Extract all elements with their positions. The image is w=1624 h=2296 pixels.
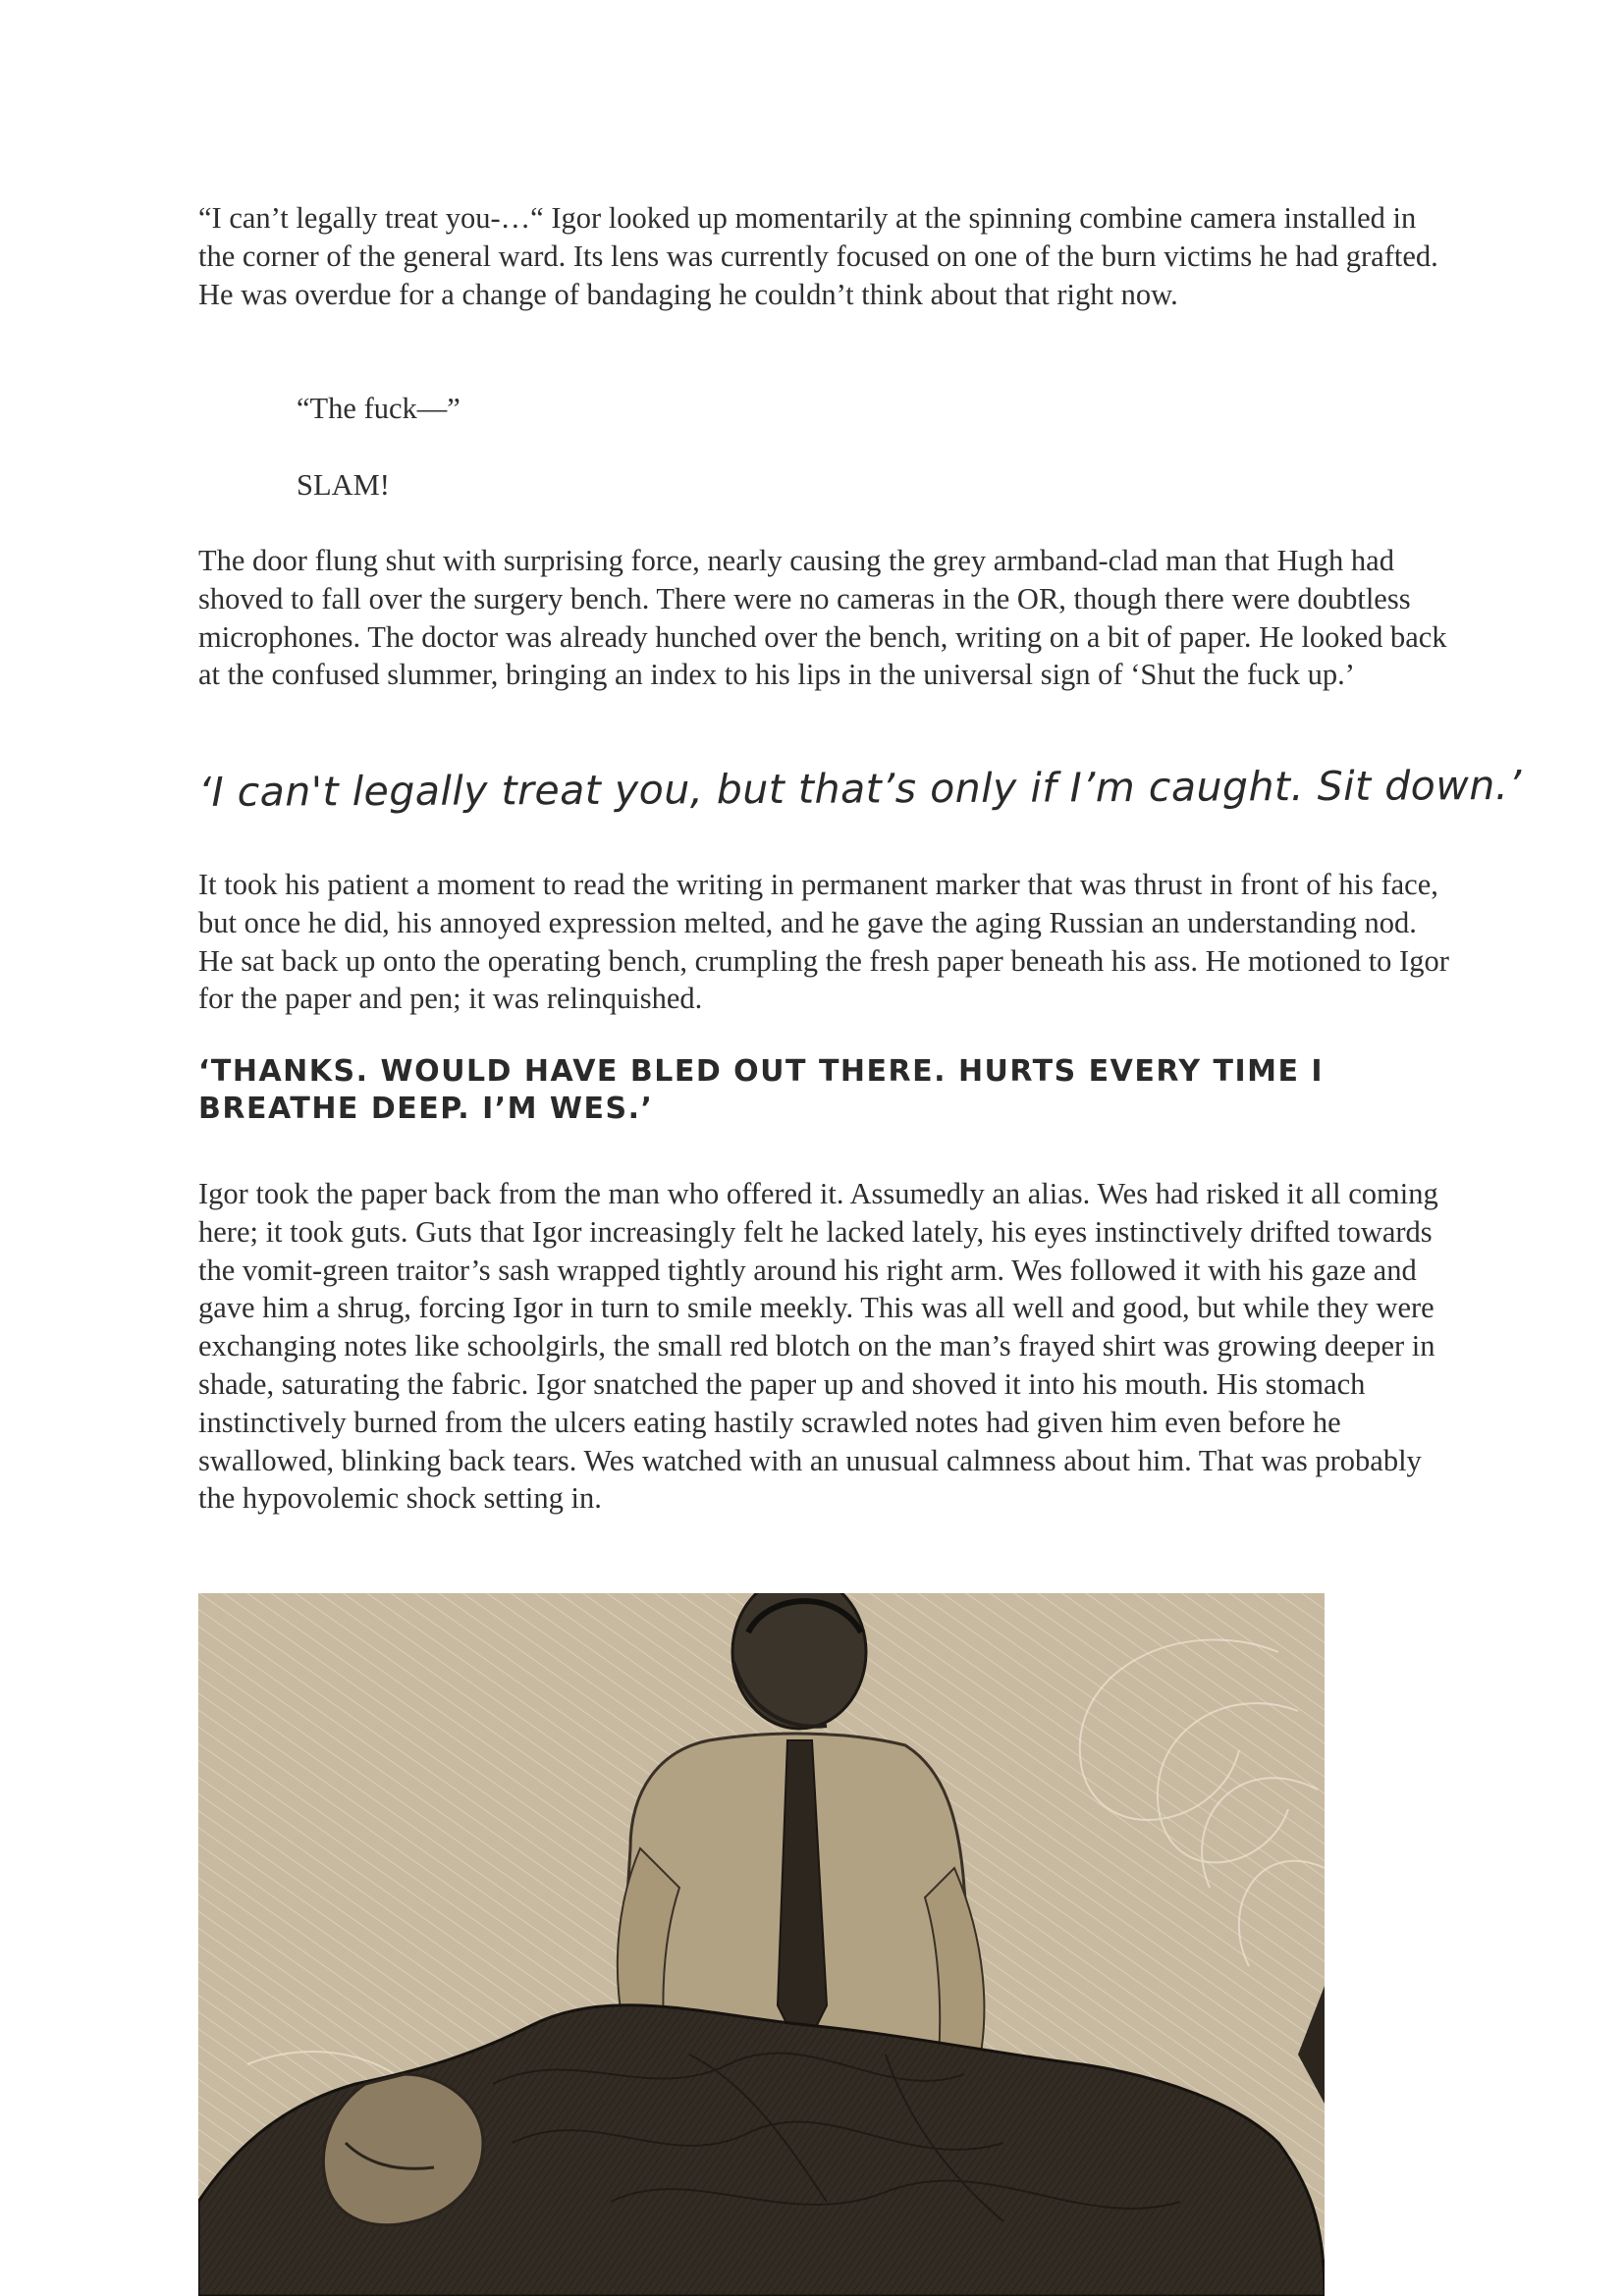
- handwritten-note-wes: ‘THANKS. WOULD HAVE BLED OUT THERE. HURTS EVERY TIME I BREATHE DEEP. I’M WES.’: [198, 1054, 1325, 1126]
- paragraph-door: The door flung shut with surprising force, nearly causing the grey armband-clad man that Hugh had shoved to fall over the surgery bench. There were no cameras in the OR, though there were doubtless microphones. The doctor was already hunched over the bench, writing on a bit of paper. He looked back at the confused slummer, bringing an index to his lips in the universal sign of ‘Shut the fuck up.’: [198, 544, 1447, 692]
- paragraph-slam: SLAM!: [297, 468, 390, 502]
- paragraph-patient: It took his patient a moment to read the writing in permanent marker that was thrust in front of his face, but once he did, his annoyed expression melted, and he gave the aging Russian an understanding nod. He sat back up onto the operating bench, crumpling the fresh paper beneath his ass. He motioned to Igor for the paper and pen; it was relinquished.: [198, 868, 1449, 1016]
- handwritten-note-igor: ‘I can't legally treat you, but that’s only if I’m caught. Sit down.’: [197, 761, 1522, 816]
- sketch-illustration: [198, 1593, 1325, 2296]
- paragraph-intro: “I can’t legally treat you-…“ Igor looked up momentarily at the spinning combine camera installed in the corner of the general ward. Its lens was currently focused on one of the burn victims he had grafted. He was overdue for a change of bandaging he couldn’t think about that right now.: [198, 201, 1438, 311]
- paragraph-dialogue: “The fuck—”: [297, 392, 460, 425]
- paragraph-igor-paper: Igor took the paper back from the man who offered it. Assumedly an alias. Wes had risked it all coming here; it took guts. Guts that Igor increasingly felt he lacked lately, his eyes instinctively drifted towards the vomit-green traitor’s sash wrapped tightly around his right arm. Wes followed it with his gaze and gave him a shrug, forcing Igor in turn to smile meekly. This was all well and good, but while they were exchanging notes like schoolgirls, the small red blotch on the man’s frayed shirt was growing deeper in shade, saturating the fabric. Igor snatched the paper up and shoved it into his mouth. His stomach instinctively burned from the ulcers eating hastily scrawled notes had given him even before he swallowed, blinking back tears. Wes watched with an unusual calmness about him. That was probably the hypovolemic shock setting in.: [198, 1177, 1438, 1516]
